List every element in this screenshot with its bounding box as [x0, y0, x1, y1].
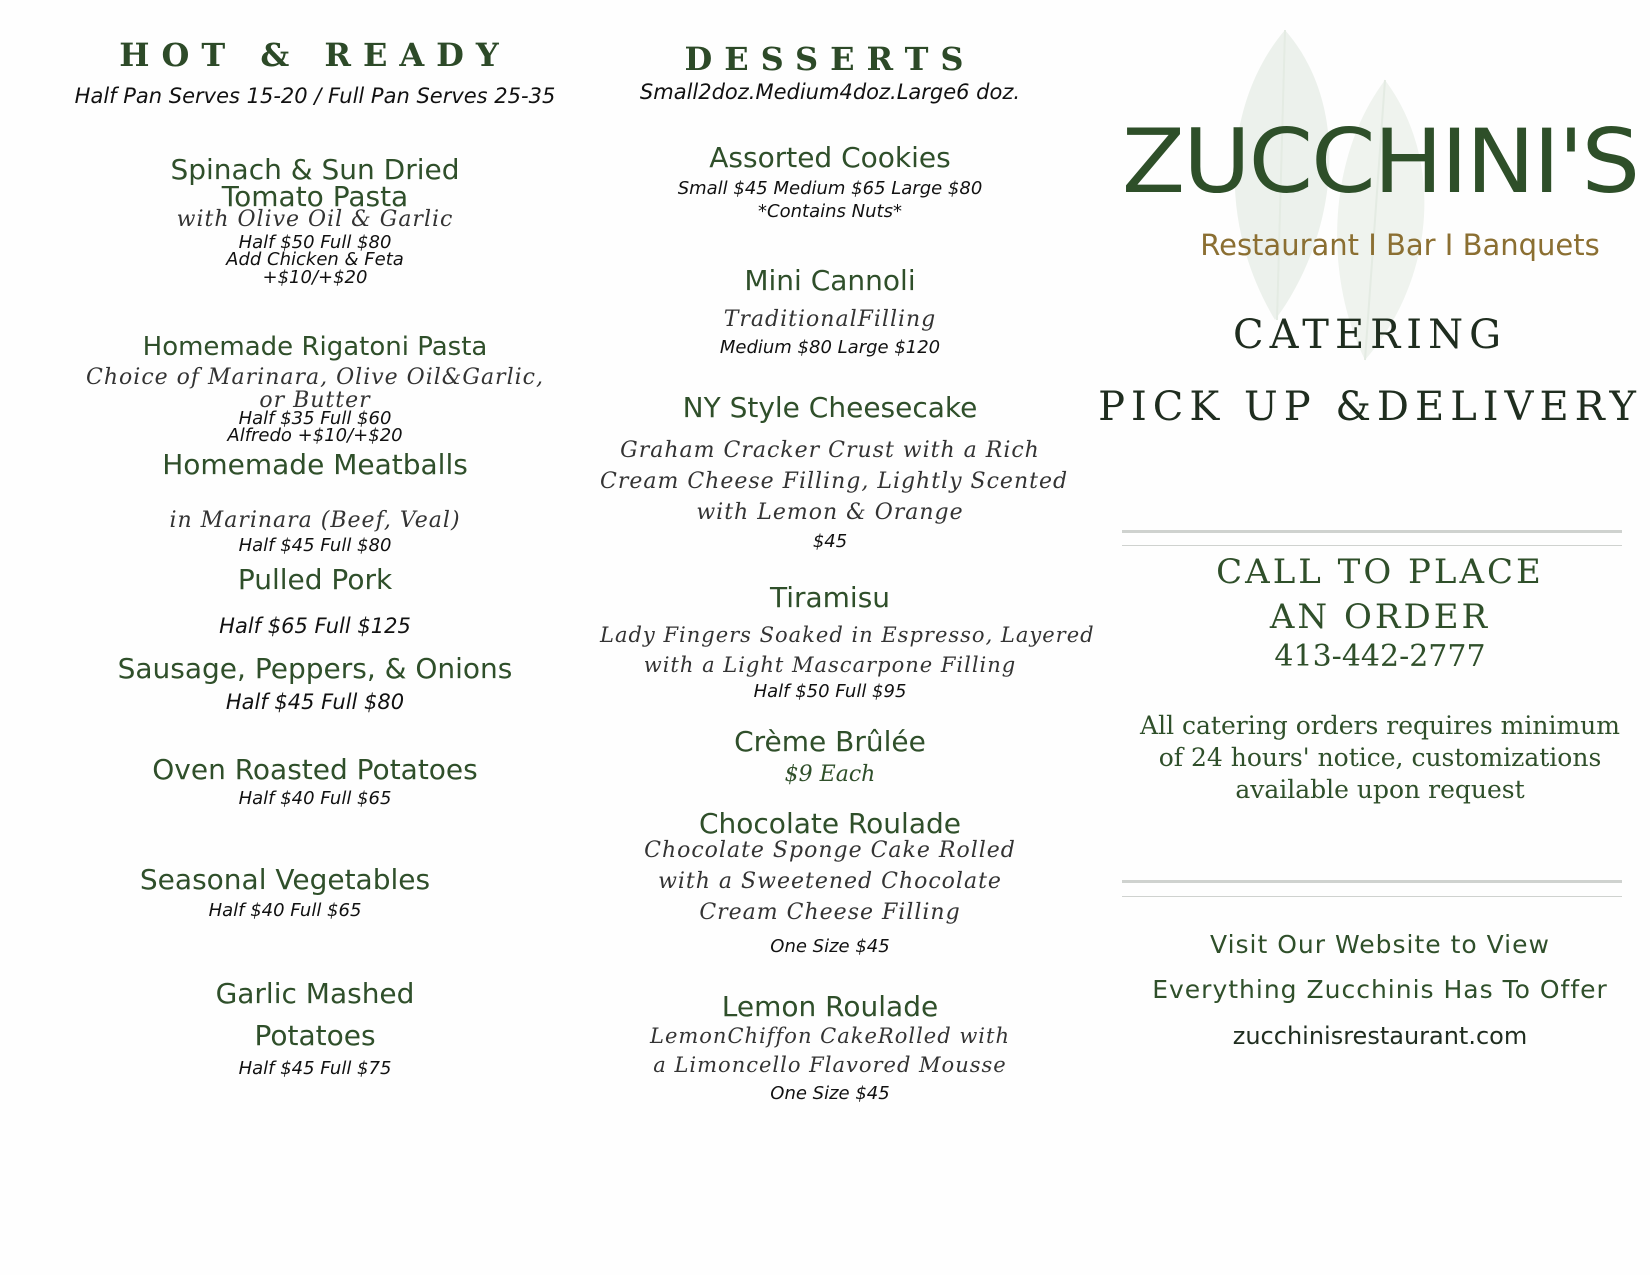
item-price: Small $45 Medium $65 Large $80: [677, 178, 983, 199]
item-price: Half $35 Full $60: [238, 408, 392, 429]
item-price: Half $45 Full $80: [225, 690, 405, 714]
order-notice: of 24 hours' notice, customizations: [1158, 743, 1602, 772]
item-price: $45: [812, 531, 848, 552]
divider: [1122, 530, 1622, 533]
item-name: Oven Roasted Potatoes: [152, 753, 478, 786]
item-name: Lemon Roulade: [721, 990, 939, 1023]
item-description: with Lemon & Orange: [696, 500, 964, 525]
call-heading: AN ORDER: [1269, 597, 1491, 637]
item-name: Assorted Cookies: [709, 141, 951, 174]
item-addon-price: +$10/+$20: [262, 267, 368, 288]
item-note: *Contains Nuts*: [758, 201, 902, 222]
item-description: Lady Fingers Soaked in Espresso, Layered: [600, 623, 1095, 647]
item-name: Garlic Mashed: [215, 977, 415, 1010]
item-price: Medium $80 Large $120: [719, 337, 941, 358]
item-name: Potatoes: [254, 1019, 376, 1052]
item-description: TraditionalFilling: [723, 307, 937, 332]
divider: [1122, 545, 1622, 546]
item-price: Half $40 Full $65: [238, 788, 392, 809]
divider: [1122, 896, 1622, 897]
item-name: Pulled Pork: [237, 563, 393, 596]
hot-ready-subtitle: Half Pan Serves 15-20 / Full Pan Serves 25-35: [74, 84, 556, 108]
item-price: Half $65 Full $125: [219, 614, 411, 638]
item-description: with a Light Mascarpone Filling: [643, 653, 1017, 677]
item-name: Tiramisu: [769, 581, 891, 614]
item-addon: Alfredo +$10/+$20: [227, 425, 403, 446]
item-description: Cream Cheese Filling, Lightly Scented: [600, 469, 1069, 494]
item-description: Cream Cheese Filling: [699, 900, 961, 925]
order-notice: All catering orders requires minimum: [1140, 711, 1620, 740]
item-description: Graham Cracker Crust with a Rich: [620, 438, 1040, 463]
item-name: NY Style Cheesecake: [682, 391, 978, 424]
item-name: Chocolate Roulade: [698, 807, 961, 840]
restaurant-logo: ZUCCHINI'S: [1121, 110, 1639, 213]
item-description: or Butter: [259, 388, 371, 413]
item-description: with Olive Oil & Garlic: [176, 207, 454, 232]
pickup-delivery-heading: PICK UP &DELIVERY: [1098, 384, 1642, 430]
item-description: LemonChiffon CakeRolled with: [650, 1024, 1010, 1048]
item-name: Homemade Meatballs: [162, 448, 468, 481]
item-addon: Add Chicken & Feta: [226, 249, 404, 270]
item-description: a Limoncello Flavored Mousse: [653, 1053, 1007, 1077]
item-name: Homemade Rigatoni Pasta: [142, 332, 488, 362]
item-description: with a Sweetened Chocolate: [658, 869, 1002, 894]
visit-text: Everything Zucchinis Has To Offer: [1152, 975, 1608, 1004]
item-name: Spinach & Sun Dried: [170, 153, 460, 186]
item-price: $9 Each: [784, 762, 876, 787]
call-heading: CALL TO PLACE: [1216, 552, 1544, 592]
item-description: in Marinara (Beef, Veal): [169, 508, 461, 533]
catering-heading: CATERING: [1232, 312, 1508, 358]
item-name: Sausage, Peppers, & Onions: [117, 652, 513, 685]
item-price: Half $40 Full $65: [208, 900, 362, 921]
item-price: One Size $45: [770, 1083, 890, 1104]
visit-text: Visit Our Website to View: [1210, 930, 1550, 959]
item-name: Mini Cannoli: [744, 264, 916, 297]
order-notice: available upon request: [1235, 775, 1525, 804]
desserts-subtitle: Small2doz.Medium4doz.Large6 doz.: [639, 80, 1021, 104]
item-price: Half $45 Full $75: [238, 1058, 392, 1079]
item-description: Choice of Marinara, Olive Oil&Garlic,: [86, 365, 544, 390]
website-link[interactable]: zucchinisrestaurant.com: [1232, 1022, 1528, 1050]
item-price: Half $45 Full $80: [238, 535, 392, 556]
item-price: Half $50 Full $80: [238, 232, 392, 253]
item-name: Crème Brûlée: [734, 725, 926, 758]
item-description: Chocolate Sponge Cake Rolled: [644, 838, 1016, 863]
desserts-title: DESSERTS: [684, 40, 976, 78]
divider: [1122, 880, 1622, 883]
phone-number[interactable]: 413-442-2777: [1274, 639, 1486, 674]
item-price: One Size $45: [770, 936, 890, 957]
restaurant-tagline: Restaurant I Bar I Banquets: [1200, 228, 1600, 262]
item-name: Tomato Pasta: [221, 180, 409, 213]
hot-ready-title: HOT & READY: [119, 36, 511, 74]
item-price: Half $50 Full $95: [753, 681, 907, 702]
item-name: Seasonal Vegetables: [139, 863, 431, 896]
